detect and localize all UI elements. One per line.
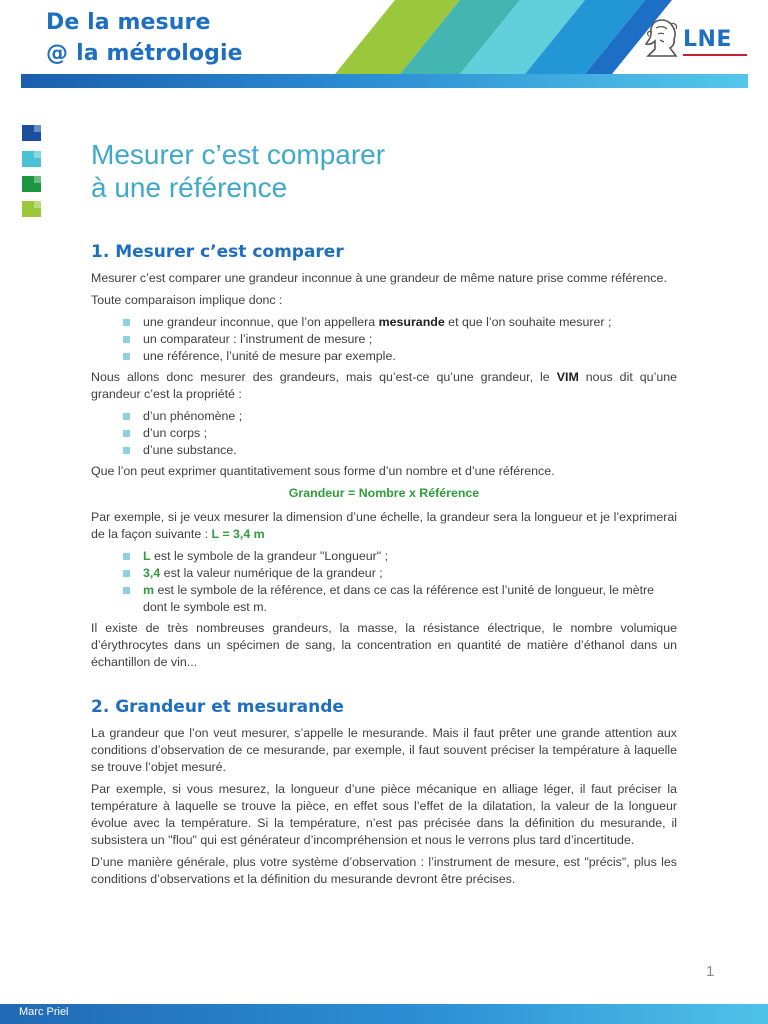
decorative-square-green (22, 176, 41, 192)
list-item-text: est la valeur numérique de la grandeur ; (160, 566, 383, 580)
list-item: d’un phénomène ; (143, 408, 677, 425)
document-body (91, 240, 677, 893)
page-title-line1: Mesurer c’est comparer (91, 139, 386, 170)
decorative-square-lime (22, 201, 41, 217)
list-item: un comparateur : l’instrument de mesure ; (143, 331, 677, 348)
brand-title-line2 (46, 41, 243, 66)
paragraph-text: Nous allons donc mesurer des grandeurs, mais qu’est-ce qu’une grandeur, le (91, 370, 557, 384)
page-number: 1 (706, 963, 715, 980)
symbol: L (143, 549, 151, 563)
page-title-line2: à une référence (91, 172, 288, 203)
paragraph-text: Par exemple, si je veux mesurer la dimension d’une échelle, la grandeur sera la longueur et je l’exprimerai de la façon suivante : (91, 510, 677, 541)
paragraph-text: nous dit qu’une grandeur c’est la propriété : (91, 370, 677, 401)
term-mesurande: mesurande (378, 315, 445, 329)
list-item (143, 548, 677, 565)
lne-logo-text: LNE (683, 27, 732, 52)
paragraph (91, 369, 677, 403)
header-band (21, 74, 748, 88)
marianne-logo-icon (640, 16, 684, 58)
brand-title-line1: De la mesure (46, 10, 211, 35)
page-title (91, 138, 691, 204)
list-item: d’un corps ; (143, 425, 677, 442)
at-sign: @ (46, 41, 69, 66)
paragraph: Toute comparaison implique donc : (91, 293, 283, 307)
decorative-square-blue (22, 125, 41, 141)
paragraph: Il existe de très nombreuses grandeurs, la masse, la résistance électrique, le nombre volumique d’érythrocytes dans un spécimen de sang, la concentration en quantité de matière d’éthanol dans un échantillon de vin... (91, 621, 677, 669)
paragraph: Par exemple, si vous mesurez, la longueur d’une pièce mécanique en alliage léger, il faut préciser la température à laquelle se trouve la pièce, en effet sous l’effet de la dilatation, la valeur de la longueur évolue avec la température. Si la température, n’est pas précisée dans la définition du mesurande, il subsistera un "flou" qui est générateur d’incompréhension et nous le verrons plus tard d’incertitude. (91, 782, 677, 847)
term-vim: VIM (556, 370, 579, 384)
brand-title-text: la métrologie (76, 41, 243, 66)
comparison-list (91, 314, 677, 365)
list-item: une référence, l’unité de mesure par exemple. (143, 348, 677, 365)
paragraph (91, 509, 677, 543)
decorative-square-cyan (22, 151, 41, 167)
formula: Grandeur = Nombre x Référence (288, 486, 480, 500)
list-item (143, 314, 677, 331)
paragraph: La grandeur que l’on veut mesurer, s’appelle le mesurande. Mais il faut prêter une grande attention aux conditions d’observation de ce mesurande, par exemple, il faut souvent préciser la température à laquelle se trouve l’objet mesuré. (91, 726, 677, 774)
author-name: Marc Priel (19, 1006, 69, 1018)
list-item: d’une substance. (143, 442, 677, 459)
paragraph: D’une manière générale, plus votre système d’observation : l’instrument de mesure, est "précis", plus les conditions d’observations et la définition du mesurande devront être précises. (91, 855, 677, 886)
list-item-text: est le symbole de la référence, et dans ce cas la référence est l’unité de longueur, le mètre dont le symbole est m. (143, 583, 655, 614)
paragraph: Mesurer c’est comparer une grandeur inconnue à une grandeur de même nature prise comme référence. (91, 271, 667, 285)
list-item-text: une grandeur inconnue, que l’on appellera (143, 315, 379, 329)
list-item-text: et que l’on souhaite mesurer ; (444, 315, 612, 329)
section-2-heading: 2. Grandeur et mesurande (91, 697, 344, 717)
logo-underline (683, 54, 747, 56)
property-list (91, 408, 677, 459)
example-value: L = 3,4 m (211, 527, 265, 541)
page-header (0, 0, 768, 90)
footer-band (0, 1004, 768, 1024)
list-item (143, 582, 677, 616)
symbol: 3,4 (143, 566, 161, 580)
list-item-text: est le symbole de la grandeur "Longueur" ; (150, 549, 389, 563)
symbol: m (143, 583, 155, 597)
symbol-list (91, 548, 677, 616)
paragraph: Que l’on peut exprimer quantitativement sous forme d’un nombre et d’une référence. (91, 464, 555, 478)
list-item (143, 565, 677, 582)
section-1-heading: 1. Mesurer c’est comparer (91, 242, 344, 262)
